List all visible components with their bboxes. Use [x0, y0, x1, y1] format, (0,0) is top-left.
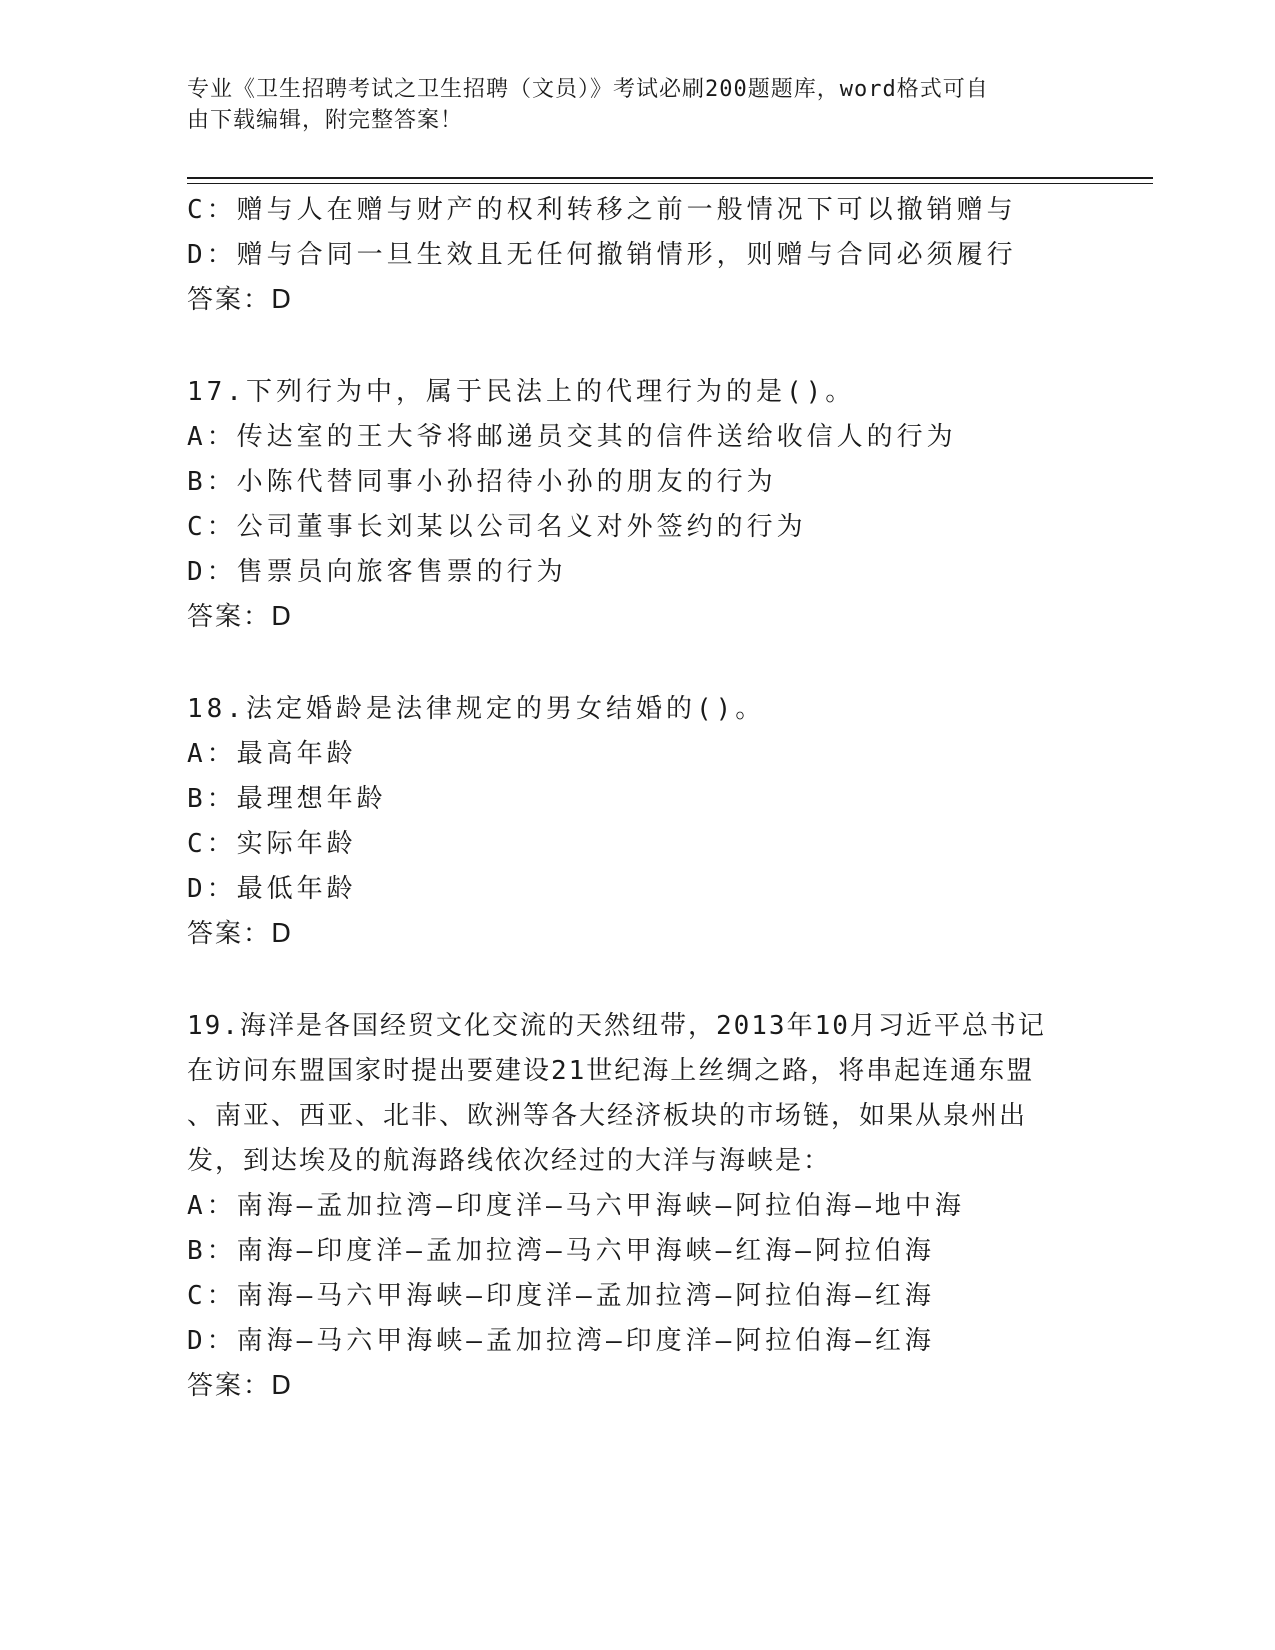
option-c: C：南海—马六甲海峡—印度洋—孟加拉湾—阿拉伯海—红海 — [187, 1281, 935, 1311]
question-stem-line-4: 发，到达埃及的航海路线依次经过的大洋与海峡是： — [187, 1146, 832, 1176]
document-header — [187, 74, 1067, 136]
option-d: D：赠与合同一旦生效且无任何撤销情形，则赠与合同必须履行 — [187, 240, 1017, 270]
option-a: A：传达室的王大爷将邮递员交其的信件送给收信人的行为 — [187, 422, 957, 452]
header-divider-thin — [187, 183, 1153, 184]
answer-line: 答案：D — [187, 919, 294, 949]
question-16-continuation — [187, 188, 1087, 323]
option-c: C：实际年龄 — [187, 829, 357, 859]
option-b: B：南海—印度洋—孟加拉湾—马六甲海峡—红海—阿拉伯海 — [187, 1236, 935, 1266]
option-d: D：最低年龄 — [187, 874, 357, 904]
question-stem-line-2: 在访问东盟国家时提出要建设21世纪海上丝绸之路，将串起连通东盟 — [187, 1056, 1035, 1086]
question-18 — [187, 687, 1087, 957]
question-stem: 17.下列行为中，属于民法上的代理行为的是()。 — [187, 377, 856, 407]
option-a: A：最高年龄 — [187, 739, 357, 769]
header-line-2: 由下载编辑，附完整答案！ — [187, 108, 464, 133]
document-body — [187, 188, 1087, 1409]
option-d: D：南海—马六甲海峡—孟加拉湾—印度洋—阿拉伯海—红海 — [187, 1326, 935, 1356]
question-stem: 18.法定婚龄是法律规定的男女结婚的()。 — [187, 694, 766, 724]
question-stem-line-3: 、南亚、西亚、北非、欧洲等各大经济板块的市场链，如果从泉州出 — [187, 1101, 1028, 1131]
option-d: D：售票员向旅客售票的行为 — [187, 557, 567, 587]
answer-line: 答案：D — [187, 1371, 294, 1401]
question-19 — [187, 1004, 1087, 1409]
option-b: B：最理想年龄 — [187, 784, 387, 814]
option-c: C：公司董事长刘某以公司名义对外签约的行为 — [187, 512, 807, 542]
option-a: A：南海—孟加拉湾—印度洋—马六甲海峡—阿拉伯海—地中海 — [187, 1191, 965, 1221]
question-17 — [187, 370, 1087, 640]
answer-line: 答案：D — [187, 602, 294, 632]
answer-line: 答案：D — [187, 285, 294, 315]
header-divider-thick — [187, 177, 1153, 179]
header-line-1: 专业《卫生招聘考试之卫生招聘（文员）》考试必刷200题题库，word格式可自 — [187, 77, 989, 102]
question-stem-line-1: 19.海洋是各国经贸文化交流的天然纽带，2013年10月习近平总书记 — [187, 1011, 1046, 1041]
option-b: B：小陈代替同事小孙招待小孙的朋友的行为 — [187, 467, 777, 497]
option-c: C：赠与人在赠与财产的权利转移之前一般情况下可以撤销赠与 — [187, 195, 1017, 225]
